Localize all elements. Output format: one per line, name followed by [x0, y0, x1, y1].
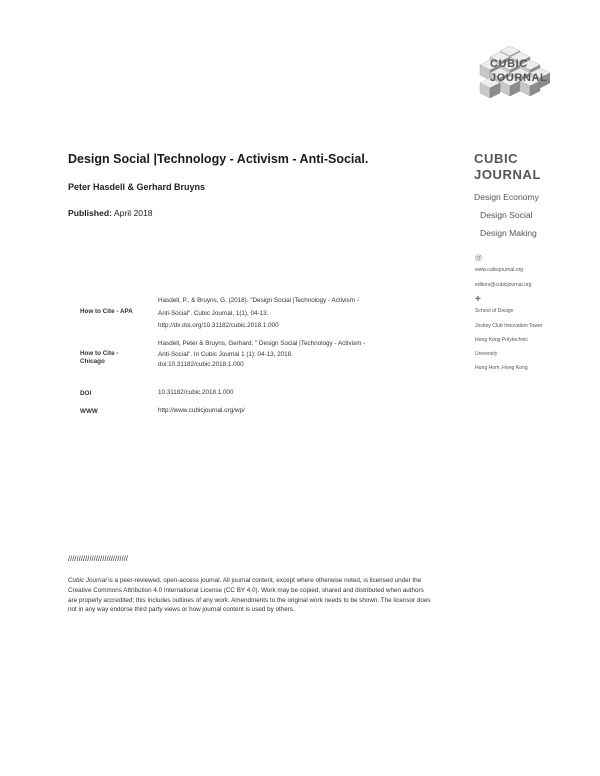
apa-doi-link[interactable]: http://dx.doi.org/10.31182/cubic.2018.1.000: [158, 322, 279, 329]
affiliation-icon: ✚: [475, 296, 481, 303]
apa-line: Hasdell, P., & Bruyns, G. (2018). "Design Social |Technology - Activism -: [158, 297, 359, 304]
address-line: Jockey Club Innovation Tower: [475, 323, 543, 329]
journal-name: Cubic Journal: [68, 577, 107, 584]
published-date: April 2018: [113, 208, 153, 218]
chicago-label-line: How to Cite -: [80, 350, 119, 357]
doi-label: DOI: [80, 390, 92, 397]
brand-name-line-1: CUBIC: [474, 151, 519, 166]
tagline-design-social: Design Social: [480, 210, 533, 220]
logo-line-1: CUBIC: [490, 58, 528, 70]
tagline-design-economy: Design Economy: [474, 192, 539, 202]
cube-logo-icon: [470, 44, 550, 130]
article-title: Design Social |Technology - Activism - Anti-Social.: [68, 152, 369, 166]
chicago-line: Hasdell, Peter & Bruyns, Gerhard. " Design Social |Technology - Activism -: [158, 340, 366, 347]
apa-line: Anti-Social". Cubic Journal, 1(1), 04-13.: [158, 309, 269, 317]
slash-divider: ////////////////////////////: [68, 556, 129, 563]
license-body: is a peer-reviewed, open-access journal. All journal content, except where otherwise noted, is licensed under the Creative Commons Attribution 4.0 International License (CC BY 4.0). Work may be copied, shared and distributed when authors are properly accredited; this includes outlines of any work. Amendments to the original work needs to be shown. The licensor does not in any way endorse third party views or how journal content is used by others.: [68, 577, 431, 614]
www-label: WWW: [80, 408, 98, 415]
email-link[interactable]: editors@cubicjournal.org: [475, 282, 532, 288]
tagline-design-making: Design Making: [480, 228, 537, 238]
logo-line-2: JOURNAL: [490, 72, 548, 84]
chicago-label-line: Chicago: [80, 358, 105, 365]
chicago-label: [80, 350, 118, 366]
doi-value[interactable]: 10.31182/cubic.2018.1.000: [158, 389, 234, 396]
address-line: Hung Hom, Hong Kong: [475, 365, 528, 371]
published-label: Published:: [68, 208, 112, 218]
chicago-citation: [158, 339, 365, 371]
brand-name-line-2: JOURNAL: [474, 167, 542, 182]
address-line: Hong Kong Polytechnic: [475, 337, 528, 343]
license-text: [68, 576, 434, 615]
chicago-doi: doi:10.31182/cubic.2018.1.000: [158, 361, 244, 368]
address-line: University: [475, 351, 498, 357]
address-line: School of Design: [475, 308, 514, 314]
website-link[interactable]: www.cubicjournal.org: [475, 267, 524, 273]
apa-citation: [158, 296, 359, 332]
apa-label: How to Cite - APA: [80, 308, 133, 315]
chicago-line: Anti-Social". In Cubic Journal 1 (1): 04-13, 2018.: [158, 350, 293, 358]
published-line: [68, 208, 153, 218]
web-icon: @: [475, 255, 483, 262]
www-link[interactable]: http://www.cubicjournal.org/wp/: [158, 407, 245, 414]
article-authors: Peter Hasdell & Gerhard Bruyns: [68, 182, 206, 192]
